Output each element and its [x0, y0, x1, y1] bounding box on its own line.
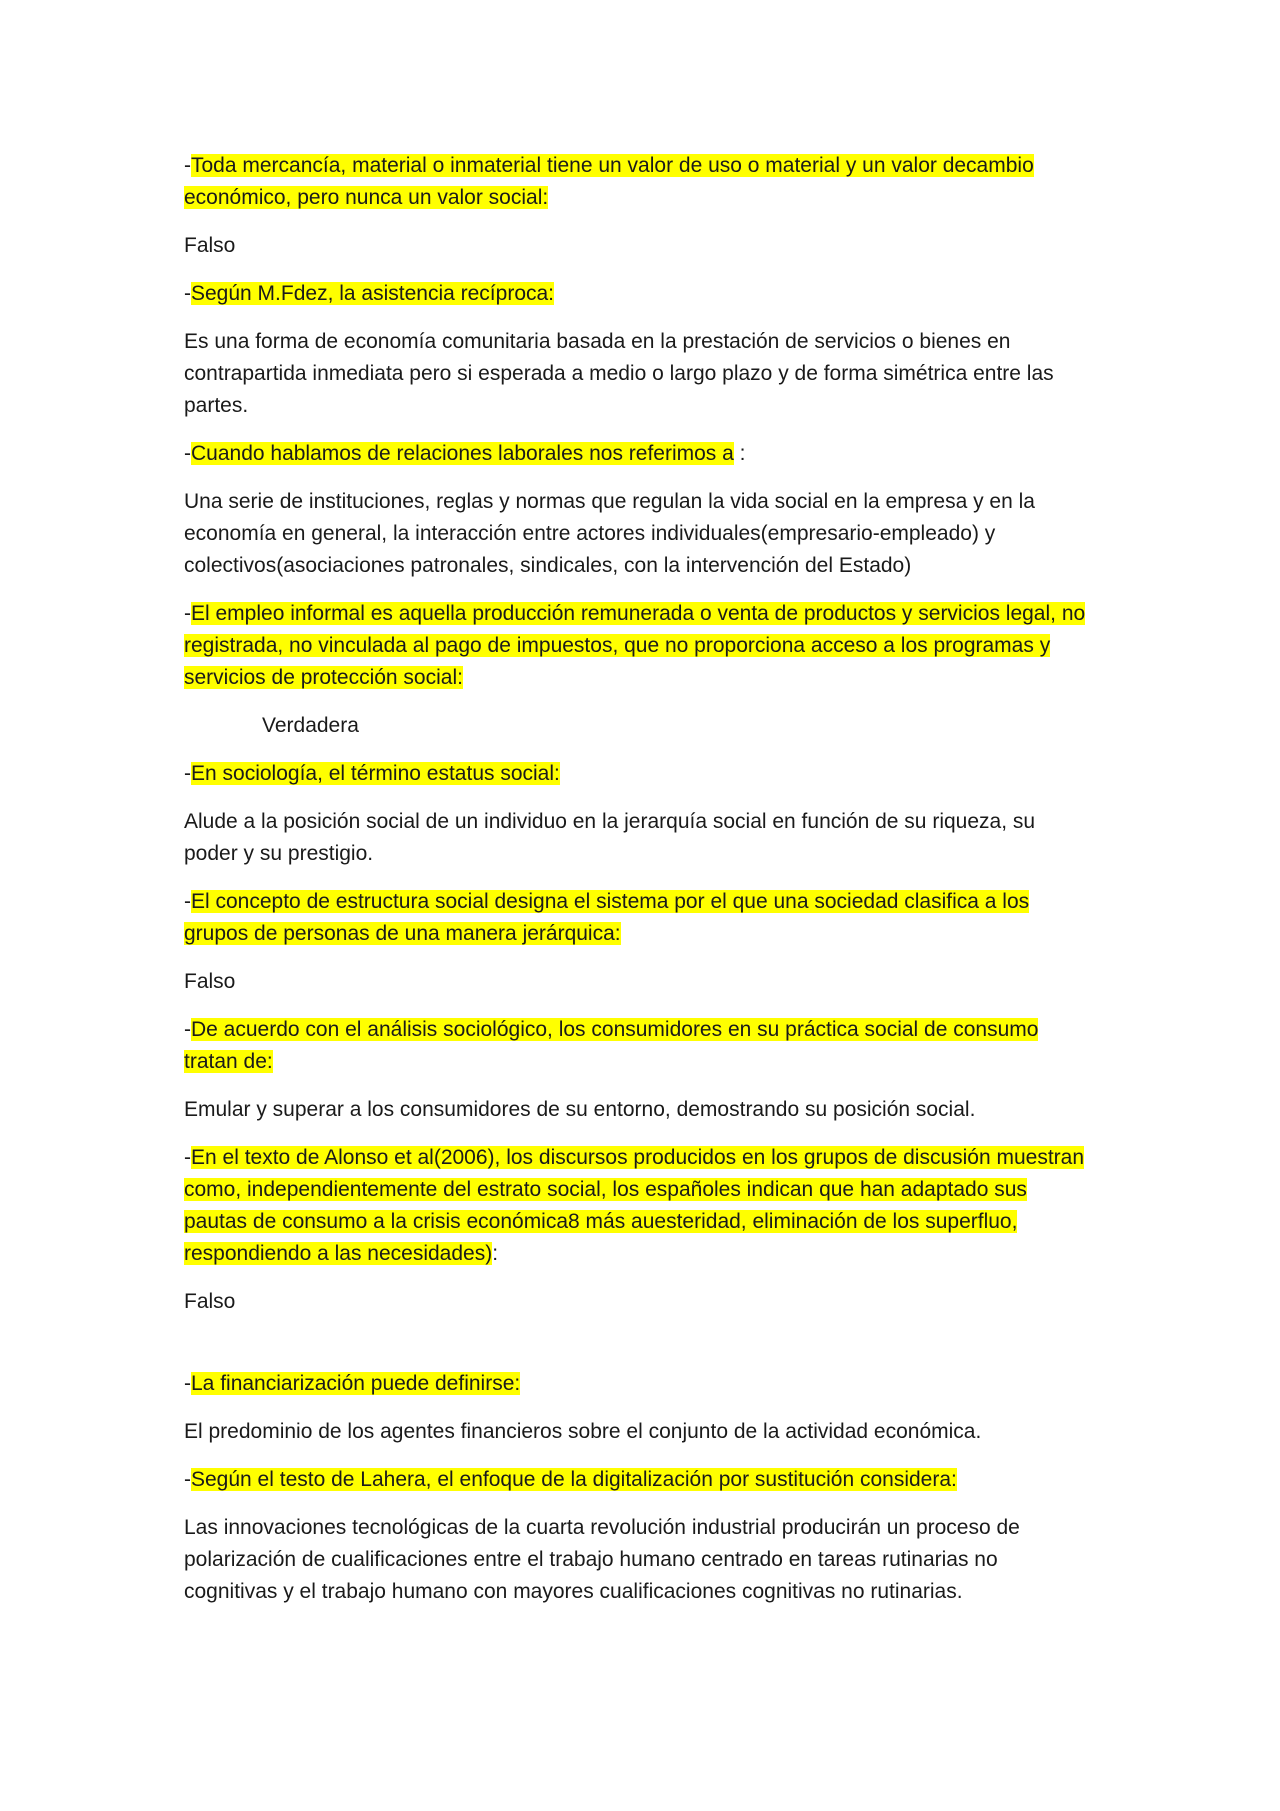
- question-tail: :: [492, 1242, 499, 1265]
- question-dash: -: [184, 890, 191, 913]
- question-tail: :: [733, 442, 746, 465]
- answer-10: Las innovaciones tecnológicas de la cuarta revolución industrial producirán un proceso de polarización de cualificaciones entre el trabajo humano centrado en tareas rutinarias no cognitivas y el trabajo humano con mayores cualificaciones cognitivas no rutinarias.: [184, 1516, 1020, 1603]
- question-dash: -: [184, 1146, 191, 1169]
- answer-6: Falso: [184, 970, 236, 993]
- answer-9: El predominio de los agentes financieros sobre el conjunto de la actividad económica.: [184, 1420, 982, 1443]
- question-dash: -: [184, 1372, 191, 1395]
- answer-5: Alude a la posición social de un individuo en la jerarquía social en función de su riqueza, su poder y su prestigio.: [184, 810, 1036, 865]
- question-3: [184, 438, 1094, 470]
- question-9-text: La financiarización puede definirse:: [191, 1372, 521, 1395]
- answer-1: Falso: [184, 234, 236, 257]
- question-dash: -: [184, 282, 191, 305]
- question-2: [184, 278, 1094, 310]
- answer-4: Verdadera: [262, 714, 359, 737]
- question-4-text: El empleo informal es aquella producción remunerada o venta de productos y servicios legal, no registrada, no vinculada al pago de impuestos, que no proporciona acceso a los programas y servicios de protección social:: [184, 602, 1086, 689]
- question-7: [184, 1014, 1094, 1078]
- answer-2: Es una forma de economía comunitaria basada en la prestación de servicios o bienes en contrapartida inmediata pero si esperada a medio o largo plazo y de forma simétrica entre las partes.: [184, 330, 1054, 417]
- question-dash: -: [184, 762, 191, 785]
- answer-7: Emular y superar a los consumidores de su entorno, demostrando su posición social.: [184, 1098, 976, 1121]
- question-2-text: Según M.Fdez, la asistencia recíproca:: [191, 282, 555, 305]
- question-8: [184, 1142, 1094, 1270]
- question-dash: -: [184, 1468, 191, 1491]
- question-10-text: Según el testo de Lahera, el enfoque de la digitalización por sustitución considera:: [191, 1468, 957, 1491]
- question-7-text: De acuerdo con el análisis sociológico, los consumidores en su práctica social de consumo tratan de:: [184, 1018, 1039, 1073]
- question-dash: -: [184, 442, 191, 465]
- answer-3: Una serie de instituciones, reglas y normas que regulan la vida social en la empresa y en la economía en general, la interacción entre actores individuales(empresario-empleado) y colectivos(asociaciones patronales, sindicales, con la intervención del Estado): [184, 490, 1035, 577]
- question-1: [184, 150, 1094, 214]
- question-4: [184, 598, 1094, 694]
- question-3-text: Cuando hablamos de relaciones laborales nos referimos a: [191, 442, 734, 465]
- question-6: [184, 886, 1094, 950]
- document-page: [184, 150, 1094, 1624]
- question-5-text: En sociología, el término estatus social:: [191, 762, 560, 785]
- question-9: [184, 1368, 1094, 1400]
- question-1-text: Toda mercancía, material o inmaterial tiene un valor de uso o material y un valor decambio económico, pero nunca un valor social:: [184, 154, 1034, 209]
- question-5: [184, 758, 1094, 790]
- question-8-text: En el texto de Alonso et al(2006), los discursos producidos en los grupos de discusión muestran como, independientemente del estrato social, los españoles indican que han adaptado sus pautas de consumo a la crisis económica8 más auesteridad, eliminación de los superfluo, respondiendo a las necesidades): [184, 1146, 1085, 1265]
- question-10: [184, 1464, 1094, 1496]
- answer-8: Falso: [184, 1290, 236, 1313]
- question-dash: -: [184, 602, 191, 625]
- question-dash: -: [184, 154, 191, 177]
- question-6-text: El concepto de estructura social designa el sistema por el que una sociedad clasifica a los grupos de personas de una manera jerárquica:: [184, 890, 1030, 945]
- question-dash: -: [184, 1018, 191, 1041]
